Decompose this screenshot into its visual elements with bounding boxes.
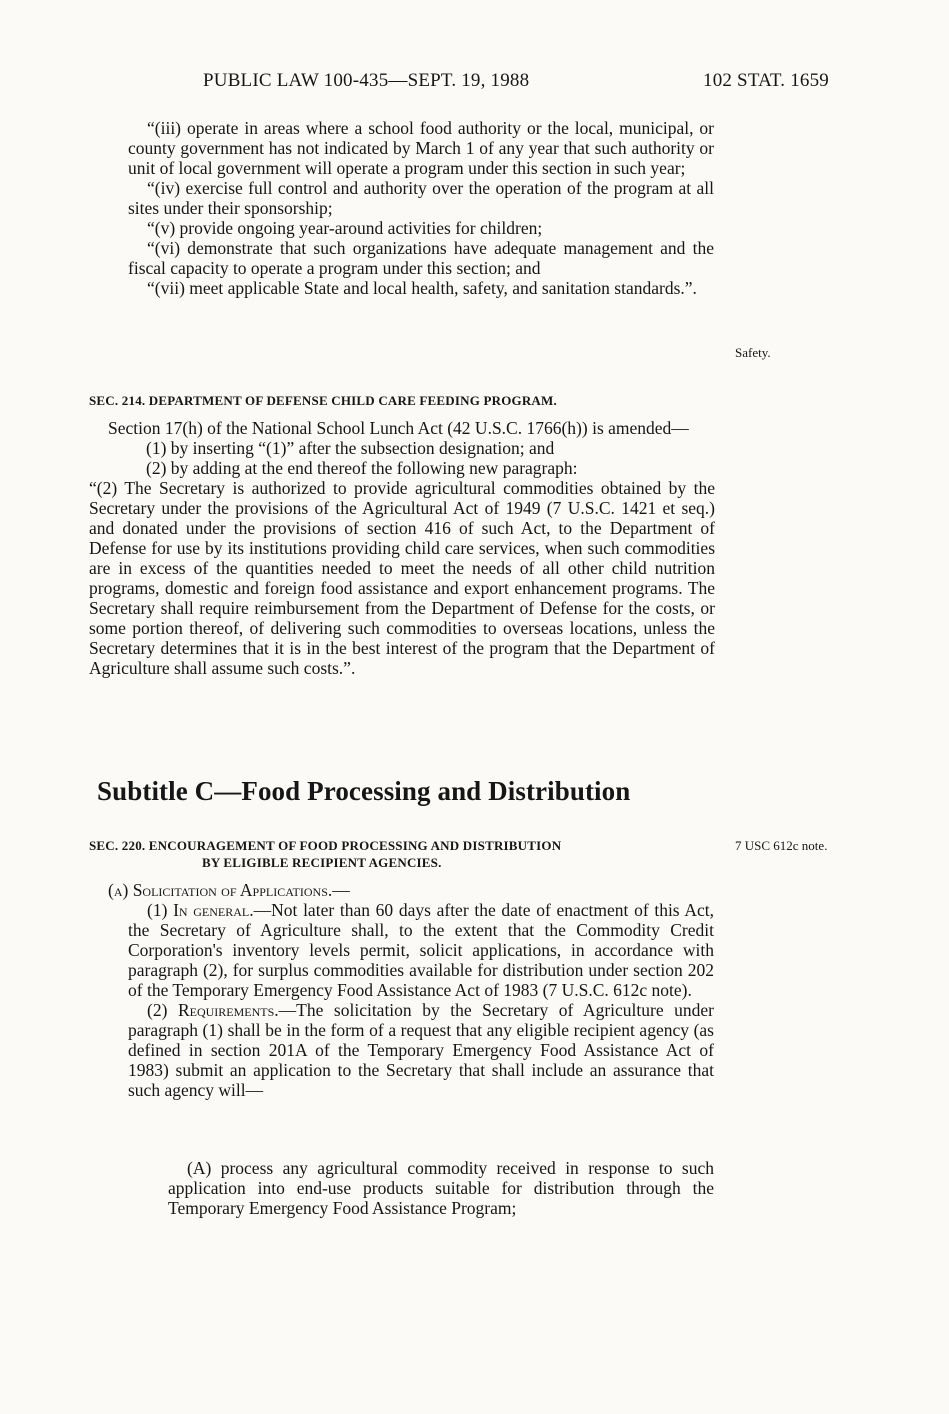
section-220-heading — [89, 837, 729, 871]
section-220-heading-line-1: SEC. 220. ENCOURAGEMENT OF FOOD PROCESSING AND DISTRIBUTION — [89, 838, 562, 853]
subtitle-heading: Subtitle C—Food Processing and Distribution — [97, 776, 631, 806]
page-stat-number: 102 STAT. 1659 — [703, 70, 830, 91]
section-214-heading: SEC. 214. DEPARTMENT OF DEFENSE CHILD CARE FEEDING PROGRAM. — [89, 393, 557, 408]
paragraph-1-text: —Not later than 60 days after the date of enactment of this Act, the Secretary of Agriculture shall, to the extent that the Commodity Credit Corporation's inventory levels permit, solicit applications, in accordance with paragraph (2), for surplus commodities available for distribution under section 202 of the Temporary Emergency Food Assistance Act of 1983 (7 U.S.C. 612c note). — [128, 900, 714, 1000]
subsection-list — [128, 118, 714, 298]
section-220-heading-line-2: BY ELIGIBLE RECIPIENT AGENCIES. — [202, 855, 442, 870]
clause-vi: “(vi) demonstrate that such organizations have adequate management and the fiscal capacity to operate a program under this section; and — [128, 238, 714, 278]
section-214-intro: Section 17(h) of the National School Lunch Act (42 U.S.C. 1766(h)) is amended— — [108, 418, 689, 438]
running-header: PUBLIC LAW 100-435—SEPT. 19, 1988 — [203, 70, 530, 91]
section-214-paragraph-2: “(2) The Secretary is authorized to provide agricultural commodities obtained by the Secretary under the provisions of the Agricultural Act of 1949 (7 U.S.C. 1421 et seq.) and donated under the provisions of section 416 of such Act, to the Department of Defense for use by its institutions providing child care services, when such commodities are in excess of the quantities needed to meet the needs of all other child nutrition programs, domestic and foreign food assistance and export enhancement programs. The Secretary shall require reimbursement from the Department of Defense for the costs, or some portion thereof, of delivering such commodities to overseas locations, unless the Secretary determines that it is in the best interest of the program that the Department of Agriculture shall assume such costs.”. — [89, 478, 715, 678]
clause-vii: “(vii) meet applicable State and local health, safety, and sanitation standards.”. — [147, 278, 697, 298]
subparagraph-block — [168, 1158, 714, 1218]
section-220-body — [128, 900, 714, 1100]
subparagraph-A: (A) process any agricultural commodity received in response to such application into end-use products suitable for distribution through the Temporary Emergency Food Assistance Program; — [168, 1158, 714, 1218]
margin-note-usc: 7 USC 612c note. — [735, 838, 828, 853]
paragraph-2-label: (2) Requirements. — [147, 1000, 279, 1020]
section-214-item-2: (2) by adding at the end thereof the following new paragraph: — [146, 458, 578, 478]
paragraph-1-label: (1) In general. — [147, 900, 254, 920]
paragraph-1 — [128, 900, 714, 1000]
subsection-a-label — [108, 880, 714, 900]
section-214-body — [89, 418, 715, 678]
margin-note-safety: Safety. — [735, 345, 771, 360]
paragraph-2 — [128, 1000, 714, 1100]
clause-iv: “(iv) exercise full control and authority over the operation of the program at all sites under their sponsorship; — [128, 178, 714, 218]
clause-v: “(v) provide ongoing year-around activities for children; — [147, 218, 543, 238]
paragraph-2-text: —The solicitation by the Secretary of Agriculture under paragraph (1) shall be in the form of a request that any eligible recipient agency (as defined in section 201A of the Temporary Emergency Food Assistance Act of 1983) submit an application to the Secretary that shall include an assurance that such agency will— — [128, 1000, 714, 1100]
section-214-item-1: (1) by inserting “(1)” after the subsection designation; and — [146, 438, 555, 458]
clause-iii: “(iii) operate in areas where a school food authority or the local, municipal, or county government has not indicated by March 1 of any year that such authority or unit of local government will operate a program under this section in such year; — [128, 118, 714, 178]
subsection-a-heading: (a) Solicitation of Applications.— — [108, 880, 350, 900]
